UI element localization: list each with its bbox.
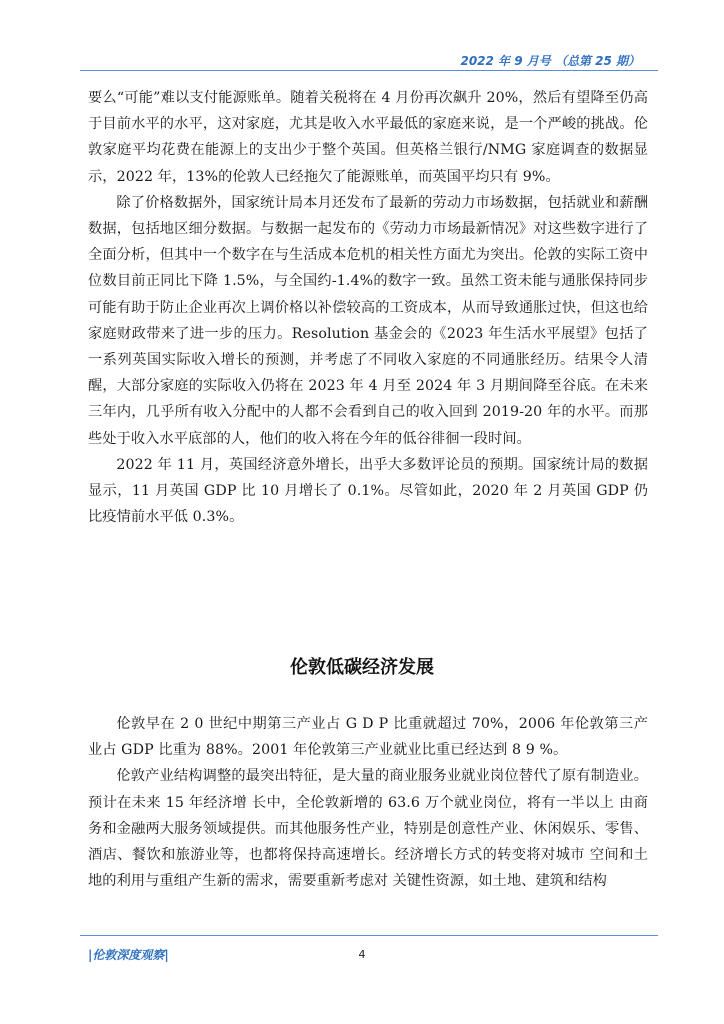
paragraph-industry-restructuring: 伦敦产业结构调整的最突出特征，是大量的商业服务业就业岗位替代了原有制造业。预计在未来 15 年经济增 长中，全伦敦新增的 63.6 万个就业岗位，将有一半以上 由商务和金融两大服务领域提供。而其他服务性产业，特别是创意性产业、休闲娱乐、零售、酒店、餐饮和旅游业等，也都将保持高速增长。经济增长方式的转变将对城市 空间和土地的利用与重组产生新的需求，需要重新考虑对 关键性资源，如土地、建筑和结构 [88,768,648,890]
paragraph-labour-market: 除了价格数据外，国家统计局本月还发布了最新的劳动力市场数据，包括就业和薪酬数据，包括地区细分数据。与数据一起发布的《劳动力市场最新情况》对这些数字进行了全面分析，但其中一个数字在与生活成本危机的相关性方面尤为突出。伦敦的实际工资中位数目前正同比下降 1.5%，与全国约-1.4%的数字一致。虽然工资未能与通胀保持同步可能有助于防止企业再次上调价格以补偿较高的工资成本，从而导致通胀过快，但这也给家庭财政带来了进一步的压力。Resolution 基金会的《2023 年生活水平展望》包括了一系列英国实际收入增长的预测，并考虑了不同收入家庭的不同通胀经历。结果令人清醒，大部分家庭的实际收入仍将在 2023 年 4 月至 2024 年 3 月期间降至谷底。在未来三年内，几乎所有收入分配中的人都不会看到自己的收入回到 2019-20 年的水平。而那些处于收入水平底部的人，他们的收入将在今年的低谷徘徊一段时间。 [88,194,648,447]
section-1-body [88,85,648,530]
publication-name: |伦敦深度观察| [88,948,169,962]
section-title: 伦敦低碳经济发展 [290,657,434,678]
paragraph-gdp-growth: 2022 年 11 月，英国经济意外增长，出乎大多数评论员的预期。国家统计局的数据显示，11 月英国 GDP 比 10 月增长了 0.1%。尽管如此，2020 年 2 月英国 GDP 仍比疫情前水平低 0.3%。 [88,456,648,526]
paragraph-energy-bills: 要么“可能”难以支付能源账单。随着关税将在 4 月份再次飙升 20%，然后有望降至仍高于目前水平的水平，这对家庭，尤其是收入水平最低的家庭来说，是一个严峻的挑战。伦敦家庭平均花费在能源上的支出少于整个英国。但英格兰银行/NMG 家庭调查的数据显示，2022 年，13%的伦敦人已经拖欠了能源账单，而英国平均只有 9%。 [88,90,648,185]
paragraph-tertiary-share: 伦敦早在 2 0 世纪中期第三产业占 G D P 比重就超过 70%，2006 年伦敦第三产业占 GDP 比重为 88%。2001 年伦敦第三产业就业比重已经达到 8 9 %。 [88,716,648,759]
header-divider [80,70,658,71]
issue-header: 2022 年 9 月号 （总第 25 期） [460,54,640,68]
footer-divider [80,935,658,936]
page-number: 4 [358,948,366,961]
section-2-body [88,711,648,894]
